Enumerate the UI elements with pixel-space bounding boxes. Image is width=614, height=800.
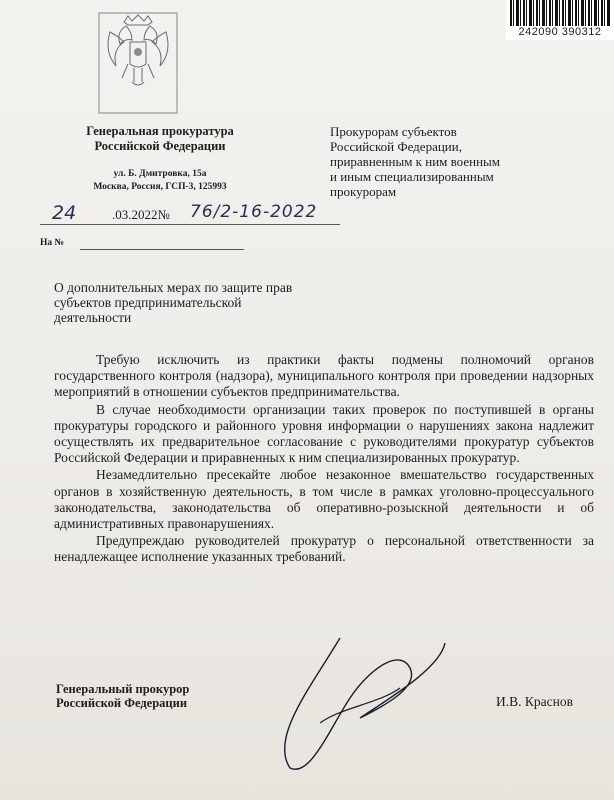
sender-org-line: Российской Федерации [94,139,226,153]
date-day: 24 [52,202,77,224]
recipient-line: Российской Федерации, [330,139,462,154]
subject-line: субъектов предпринимательской [54,295,242,310]
recipient-line: приравненным к ним военным [330,154,500,169]
body-paragraph: Требую исключить из практики факты подмены полномочий органов государственного контроля (надзора), муниципального контроля при проведении надзорных мероприятий в отношении субъектов предпринимательства. [54,352,594,400]
barcode [506,0,614,40]
recipient-block [330,124,590,199]
sender-organization [40,124,280,154]
barcode-bars [510,0,610,26]
reference-underline [80,249,244,250]
document-subject [54,280,354,325]
sender-address-line: ул. Б. Дмитровка, 15а [113,169,207,179]
body-paragraph: Предупреждаю руководителей прокуратур о персональной ответственности за ненадлежащее исполнение указанных требований. [54,533,594,565]
subject-line: деятельности [54,310,132,325]
signatory-title-line: Российской Федерации [56,696,188,710]
sender-address [40,168,280,194]
document-date-line [40,200,330,228]
signatory-title-line: Генеральный прокурор [56,682,190,696]
body-paragraph: В случае необходимости организации таких проверок по поступившей в органы прокуратуры городского и районного уровня информации о нарушениях закона надлежит осуществлять их предварительное согласование с руководителями прокуратур субъектов Российской Федерации и приравненных к ним специализированных прокуратур. [54,401,594,466]
date-month-year: .03.2022№ [112,207,170,222]
handwritten-signature [250,628,450,778]
signatory-title [56,682,189,710]
signatory-name: И.В. Краснов [496,694,573,709]
sender-address-line: Москва, Россия, ГСП-3, 125993 [93,182,227,192]
recipient-line: и иным специализированным [330,169,494,184]
subject-line: О дополнительных мерах по защите прав [54,280,293,295]
coat-of-arms-emblem-icon [98,12,178,114]
reference-label: На № [40,238,65,248]
document-body [54,352,594,567]
recipient-line: прокурорам [330,184,397,199]
date-underline [40,224,340,225]
recipient-line: Прокурорам субъектов [330,124,457,139]
document-number: 76/2-16-2022 [190,202,318,222]
barcode-number: 242090 390312 [518,26,602,38]
sender-org-line: Генеральная прокуратура [86,124,234,138]
body-paragraph: Незамедлительно пресекайте любое незаконное вмешательство государственных органов в хозяйственную деятельность, в том числе в рамках уголовно-процессуального законодательства, законодательства об оперативно-розыскной деятельности и об административных правонарушениях. [54,467,594,532]
